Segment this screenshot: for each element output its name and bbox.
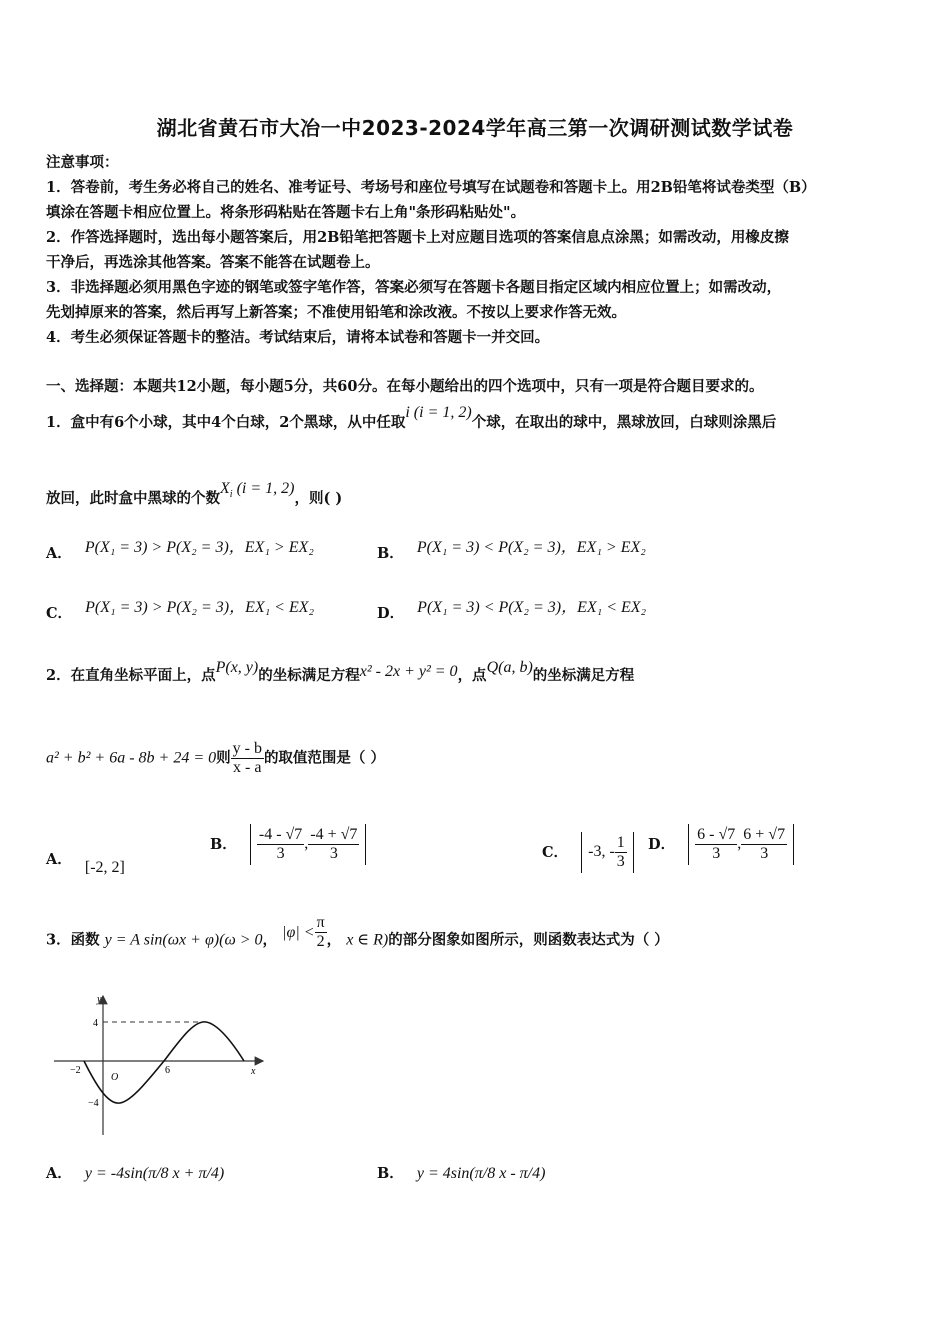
notice-line: 3．非选择题必须用黑色字迹的钢笔或签字笔作答，答案必须写在答题卡各题目指定区域内相应位置上；如需改动， <box>46 279 782 296</box>
option-expr: y = 4sin(π/8 x - π/4) <box>416 1165 546 1182</box>
q2-point-q: Q(a, b) <box>486 659 533 676</box>
q2-text: ，点 <box>457 667 487 684</box>
q3-fraction: $\frac{\pi}{2}$ <box>316 914 325 950</box>
q2-text: 的坐标满足方程 <box>532 667 635 684</box>
option-label: D． <box>648 836 676 853</box>
q2-text: 2．在直角坐标平面上，点 <box>46 667 216 684</box>
question-1-line2 <box>46 480 343 510</box>
notice-line: 填涂在答题卡相应位置上。将条形码粘贴在答题卡右上角"条形码粘贴处"。 <box>46 204 526 221</box>
sine-graph <box>48 990 268 1140</box>
option-expr: P(X₁ = 3) > P(X₂ = 3)，EX₁ < EX₂ <box>85 599 315 616</box>
origin-label: O <box>111 1072 119 1083</box>
option-label: A． <box>46 545 72 562</box>
q1-math: i (i = 1, 2) <box>405 404 472 421</box>
q2-option-b[interactable] <box>210 824 366 865</box>
question-2-line1 <box>46 659 635 685</box>
option-label: D． <box>377 605 405 622</box>
sine-curve <box>84 1022 244 1103</box>
y-axis-label: y <box>97 994 102 1005</box>
option-expr: y = -4sin(π/8 x + π/4) <box>84 1165 225 1182</box>
q1-option-c[interactable] <box>46 600 314 623</box>
q2-option-c[interactable] <box>542 832 634 873</box>
tick-label-x-neg: −2 <box>70 1065 81 1076</box>
q1-text: ，则( ) <box>294 490 343 507</box>
q2-equation-1: x² - 2x + y² = 0 <box>359 663 458 680</box>
q3-text: 3．函数 <box>46 931 100 949</box>
option-label: C． <box>542 844 569 861</box>
question-2-line2 <box>46 740 385 777</box>
q3-expr: |φ| < <box>282 923 315 941</box>
q3-text: ， <box>326 931 342 949</box>
option-label: C． <box>46 605 73 622</box>
q2-fraction: $\frac{y - b}{x - a}$ <box>232 740 262 776</box>
question-1-line1 <box>46 404 777 432</box>
q1-option-a[interactable] <box>46 540 314 563</box>
page-title: 湖北省黄石市大冶一中2023-2024学年高三第一次调研测试数学试卷 <box>156 116 794 140</box>
q1-text: 放回，此时盒中黑球的个数 <box>46 490 220 507</box>
notice-line: 2．作答选择题时，选出每小题答案后，用2B铅笔把答题卡上对应题目选项的答案信息点涂黑；如需改动，用橡皮擦 <box>46 229 789 246</box>
q2-text: 则 <box>216 749 231 767</box>
q2-option-d[interactable] <box>648 824 794 865</box>
q1-text: 个球，在取出的球中，黑球放回，白球则涂黑后 <box>471 414 777 431</box>
option-expr: P(X₁ = 3) < P(X₂ = 3)，EX₁ > EX₂ <box>416 539 646 556</box>
q3-option-a[interactable] <box>46 1162 224 1183</box>
q2-equation-2: a² + b² + 6a - 8b + 24 = 0 <box>46 749 217 767</box>
x-axis-label: x <box>251 1066 256 1077</box>
option-expr: P(X₁ = 3) > P(X₂ = 3)，EX₁ > EX₂ <box>84 539 314 556</box>
tick-label-x-pos: 6 <box>165 1065 170 1076</box>
tick-label-y-pos: 4 <box>93 1018 98 1029</box>
q1-option-b[interactable] <box>377 540 646 563</box>
option-label: A． <box>46 851 72 868</box>
tick-label-y-neg: −4 <box>88 1098 99 1109</box>
option-expr: -3, - $\frac{1}{3}$ <box>581 832 634 873</box>
q3-expr: y = A sin(ωx + φ)(ω > 0 <box>104 931 263 949</box>
q2-text: 的取值范围是（ ） <box>263 749 385 767</box>
section-heading: 一、选择题：本题共12小题，每小题5分，共60分。在每小题给出的四个选项中，只有一项是符合题目要求的。 <box>46 378 764 395</box>
option-label: B． <box>210 836 237 853</box>
q2-point-p: P(x, y) <box>215 659 259 676</box>
q3-option-b[interactable] <box>377 1162 545 1183</box>
q1-text: 1．盒中有6个小球，其中4个白球，2个黑球，从中任取 <box>46 414 406 431</box>
option-label: A． <box>46 1165 72 1182</box>
q3-expr: x ∈ R) <box>346 931 389 949</box>
q2-option-a[interactable] <box>46 848 125 876</box>
option-expr: P(X₁ = 3) < P(X₂ = 3)，EX₁ < EX₂ <box>417 599 647 616</box>
notice-line: 先划掉原来的答案，然后再写上新答案；不准使用铅笔和涂改液。不按以上要求作答无效。 <box>46 304 626 321</box>
notice-line: 干净后，再选涂其他答案。答案不能答在试题卷上。 <box>46 254 380 271</box>
notice-line: 4．考生必须保证答题卡的整洁。考试结束后，请将本试卷和答题卡一并交回。 <box>46 329 550 346</box>
option-label: B． <box>377 545 404 562</box>
q3-text: 的部分图象如图所示，则函数表达式为（ ） <box>388 931 669 949</box>
notice-heading: 注意事项： <box>46 154 119 171</box>
q1-math: $X_i$ (i = 1, 2) <box>220 480 295 501</box>
question-3-line <box>46 914 669 959</box>
q3-text: ， <box>262 931 278 949</box>
notice-line: 1．答卷前，考生务必将自己的姓名、准考证号、考场号和座位号填写在试题卷和答题卡上。用2B铅笔将试卷类型（B） <box>46 179 816 196</box>
option-expr: $\frac{6 - √7}{3}$ , $\frac{6 + √7}{3}$ <box>688 824 794 865</box>
option-expr: [-2, 2] <box>84 859 125 876</box>
q2-text: 的坐标满足方程 <box>258 667 360 684</box>
option-label: B． <box>377 1165 404 1182</box>
option-expr: $\frac{-4 - √7}{3}$ , $\frac{-4 + √7}{3}$ <box>250 824 367 865</box>
q1-option-d[interactable] <box>377 600 646 623</box>
